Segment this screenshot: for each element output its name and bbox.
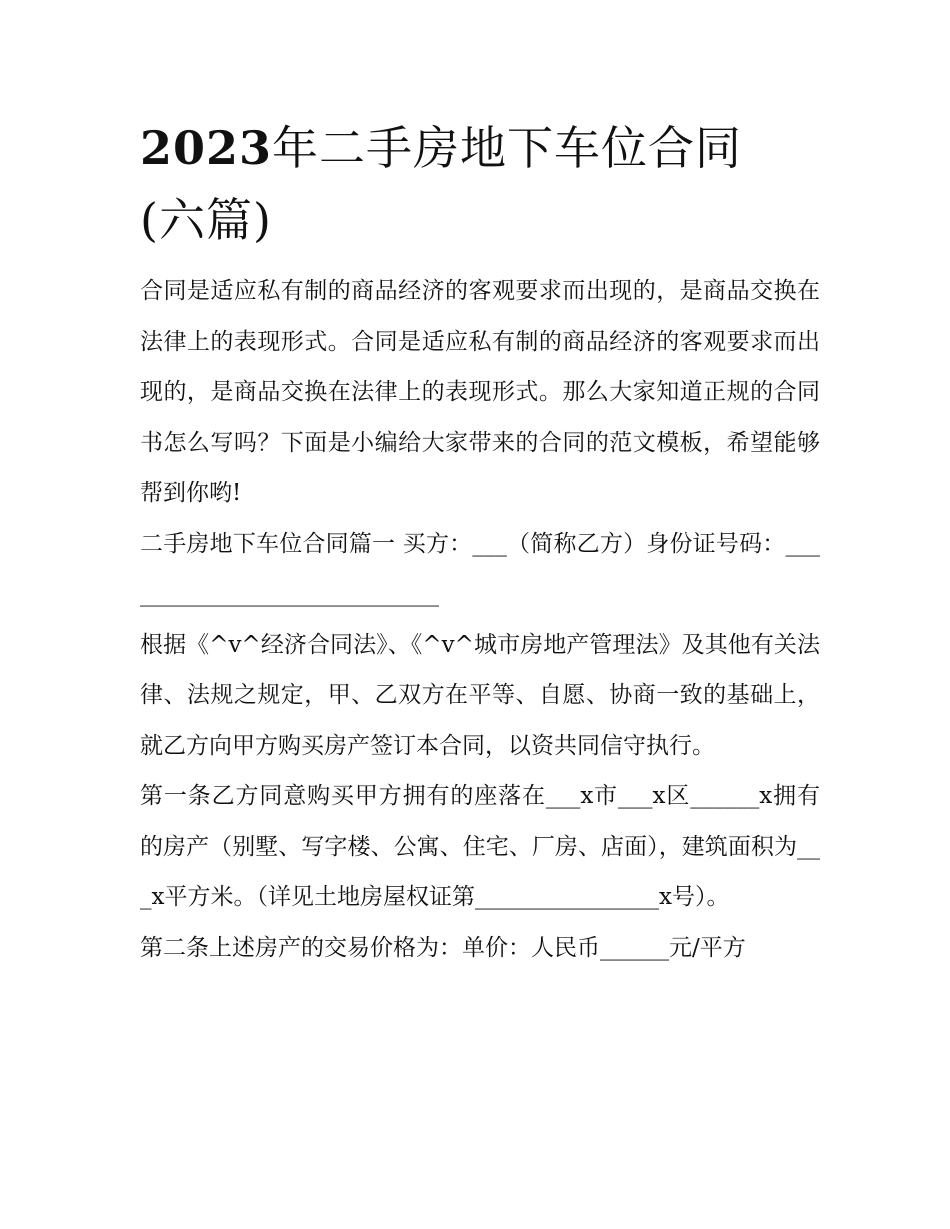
paragraph-intro: 合同是适应私有制的商品经济的客观要求而出现的，是商品交换在法律上的表现形式。合同是适应私有制的商品经济的客观要求而出现的，是商品交换在法律上的表现形式。那么大家知道正规的合同书怎么写吗？下面是小编给大家带来的合同的范文模板，希望能够帮到你哟! bbox=[140, 278, 820, 506]
document-page bbox=[140, 112, 820, 973]
title-year: 2023 bbox=[140, 121, 273, 175]
paragraph-article-2: 第二条上述房产的交易价格为：单价：人民币______元/平方 bbox=[140, 934, 746, 961]
paragraph-article-1: 第一条乙方同意购买甲方拥有的座落在___x市___x区______x拥有的房产（别墅、写字楼、公寓、住宅、厂房、店面），建筑面积为___x平方米。（详见土地房屋权证第________________x号）。 bbox=[140, 783, 820, 910]
title-line1: 年二手房地下车位合同 bbox=[272, 121, 743, 175]
title-line2: (六篇) bbox=[140, 193, 272, 247]
paragraph-buyer-info: 二手房地下车位合同篇一 买方：___（简称乙方）身份证号码：_____________________________ bbox=[140, 530, 820, 607]
document-title bbox=[140, 112, 820, 256]
paragraph-legal-basis: 根据《^v^经济合同法》、《^v^城市房地产管理法》及其他有关法律、法规之规定，甲、乙双方在平等、自愿、协商一致的基础上，就乙方向甲方购买房产签订本合同，以资共同信守执行。 bbox=[140, 631, 820, 759]
